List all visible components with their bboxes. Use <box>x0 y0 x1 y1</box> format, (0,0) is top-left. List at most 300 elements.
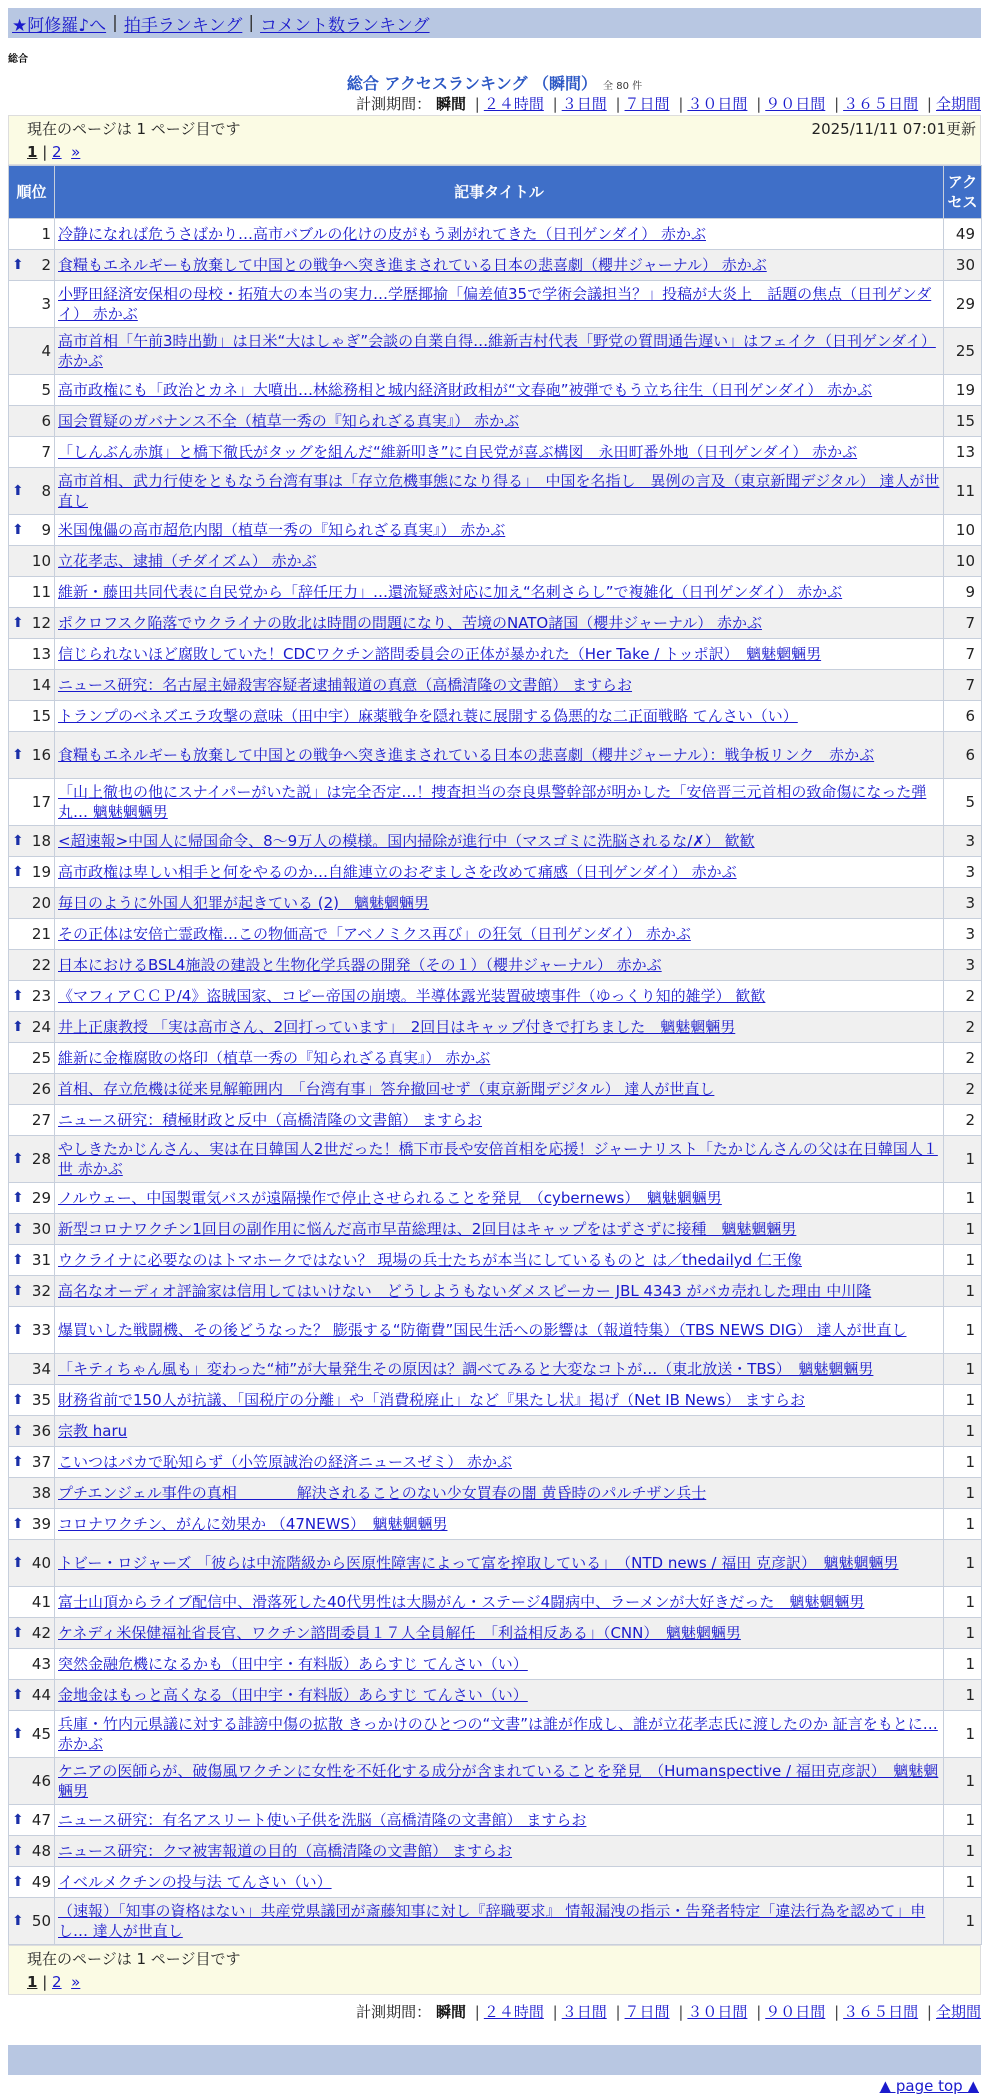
access-count: 2 <box>944 1012 982 1043</box>
title-cell <box>55 1074 944 1105</box>
period-separator: | <box>615 95 621 113</box>
article-link[interactable]: ニュース研究：有名アスリート使い子供を洗脳（高橋清隆の文書館） ますらお <box>58 1811 587 1829</box>
table-row <box>9 1898 982 1945</box>
header-rank: 順位 <box>9 166 55 219</box>
arrow-up-icon: ⬆ <box>12 1812 24 1828</box>
access-count: 13 <box>944 437 982 468</box>
table-row <box>9 437 982 468</box>
period-link-30d[interactable]: ３０日間 <box>687 95 748 113</box>
rank-cell <box>9 1805 55 1836</box>
article-link[interactable]: 「キティちゃん風も」変わった“柿”が大量発生その原因は？調べてみると大変なコトが…（東北放送・TBS） 魑魅魍魎男 <box>58 1360 874 1378</box>
access-count: 3 <box>944 888 982 919</box>
period-current: 瞬間 <box>435 95 466 113</box>
article-link[interactable]: 首相、存立危機は従来見解範囲内 「台湾有事」答弁撤回せず（東京新聞デジタル） 達人が世直し <box>58 1080 715 1098</box>
header-title: 記事タイトル <box>55 166 944 219</box>
article-link[interactable]: こいつはバカで恥知らず（小笠原誠治の経済ニュースゼミ） 赤かぶ <box>58 1453 513 1471</box>
arrow-up-icon: ⬆ <box>12 1687 24 1703</box>
access-count: 1 <box>944 1447 982 1478</box>
table-row <box>9 670 982 701</box>
title-cell <box>55 1214 944 1245</box>
period-link-all[interactable]: 全期間 <box>935 95 981 113</box>
table-row <box>9 1183 982 1214</box>
title-cell <box>55 1649 944 1680</box>
rank-number: 16 <box>31 746 51 764</box>
access-count: 1 <box>944 1618 982 1649</box>
period-separator: | <box>678 2003 684 2021</box>
rank-number: 35 <box>31 1391 51 1409</box>
period-separator: | <box>552 95 558 113</box>
access-count: 3 <box>944 919 982 950</box>
rank-number: 48 <box>31 1842 51 1860</box>
rank-cell <box>9 701 55 732</box>
arrow-up-icon: ⬆ <box>12 1843 24 1859</box>
arrow-up-icon: ⬆ <box>12 1019 24 1035</box>
title-cell <box>55 779 944 826</box>
rank-number: 39 <box>31 1515 51 1533</box>
access-count: 1 <box>944 1385 982 1416</box>
access-count: 2 <box>944 981 982 1012</box>
arrow-up-icon: ⬆ <box>12 483 24 499</box>
rank-cell <box>9 981 55 1012</box>
rank-number: 46 <box>31 1772 51 1790</box>
rank-number: 29 <box>31 1189 51 1207</box>
rank-number: 50 <box>31 1912 51 1930</box>
rank-cell <box>9 577 55 608</box>
current-page-text-bottom: 現在のページは 1 ページ目です <box>27 1950 241 1968</box>
access-count: 2 <box>944 1105 982 1136</box>
period-link-365d-bottom[interactable]: ３６５日間 <box>843 2003 919 2021</box>
article-link[interactable]: ケニアの医師らが、破傷風ワクチンに女性を不妊化する成分が含まれていることを発見 （Humanspective / 福田克彦訳） 魑魅魍魎男 <box>58 1762 939 1800</box>
title-cell <box>55 375 944 406</box>
arrow-up-icon: ⬆ <box>12 1726 24 1742</box>
access-count: 2 <box>944 1074 982 1105</box>
article-link[interactable]: 新型コロナワクチン1回目の副作用に悩んだ高市早苗総理は、2回目はキャップをはずさずに接種 魑魅魍魎男 <box>58 1220 797 1238</box>
article-link[interactable]: プチエンジェル事件の真相 解決されることのない少女買春の闇 黄昏時のパルチザン兵士 <box>58 1484 707 1502</box>
rank-cell <box>9 1680 55 1711</box>
title-cell <box>55 1043 944 1074</box>
access-count: 1 <box>944 1416 982 1447</box>
title-cell <box>55 406 944 437</box>
article-link[interactable]: ポクロフスク陥落でウクライナの敗北は時間の問題になり、苦境のNATO諸国（櫻井ジャーナル） 赤かぶ <box>58 614 762 632</box>
article-link[interactable]: 金地金はもっと高くなる（田中宇・有料版）あらすじ てんさい（い） <box>58 1686 528 1704</box>
article-link[interactable]: 富士山頂からライブ配信中、滑落死した40代男性は大腸がん・ステージ4闘病中、ラーメンが大好きだった 魑魅魍魎男 <box>58 1593 865 1611</box>
title-cell <box>55 1478 944 1509</box>
access-count: 1 <box>944 1805 982 1836</box>
article-link[interactable]: トビー・ロジャーズ 「彼らは中流階級から医原性障害によって富を搾取している」 （NTD news / 福田 克彦訳） 魑魅魍魎男 <box>58 1554 899 1572</box>
title-cell <box>55 577 944 608</box>
rank-number: 9 <box>41 521 51 539</box>
title-cell <box>55 328 944 375</box>
article-link[interactable]: コロナワクチン、がんに効果か （47NEWS） 魑魅魍魎男 <box>58 1515 448 1533</box>
article-link[interactable]: 高名なオーディオ評論家は信用してはいけない どうしようもないダメスピーカー JBL 4343 がバカ売れした理由 中川隆 <box>58 1282 872 1300</box>
page-1-current: 1 <box>27 143 38 161</box>
table-row <box>9 468 982 515</box>
access-count: 1 <box>944 1354 982 1385</box>
pager-top <box>8 115 981 165</box>
period-selector-bottom <box>0 2001 981 2023</box>
article-link[interactable]: 食糧もエネルギーも放棄して中国との戦争へ突き進まされている日本の悲喜劇（櫻井ジャーナル）：戦争板リンク 赤かぶ <box>58 746 875 764</box>
access-count: 10 <box>944 515 982 546</box>
table-row <box>9 732 982 779</box>
rank-number: 13 <box>31 645 51 663</box>
title-cell <box>55 1105 944 1136</box>
title-cell <box>55 888 944 919</box>
table-row <box>9 1867 982 1898</box>
access-count: 7 <box>944 639 982 670</box>
access-count: 7 <box>944 608 982 639</box>
period-separator: | <box>678 95 684 113</box>
rank-number: 25 <box>31 1049 51 1067</box>
rank-number: 5 <box>41 381 51 399</box>
access-count: 29 <box>944 281 982 328</box>
period-link-90d-bottom[interactable]: ９０日間 <box>765 2003 826 2021</box>
access-count: 10 <box>944 546 982 577</box>
title-cell <box>55 1540 944 1587</box>
home-link[interactable]: ★阿修羅♪へ <box>12 15 107 36</box>
arrow-up-icon: ⬆ <box>12 257 24 273</box>
period-link-7d-bottom[interactable]: ７日間 <box>624 2003 670 2021</box>
article-link[interactable]: 兵庫・竹内元県議に対する誹謗中傷の拡散 きっかけのひとつの“文書”は誰が作成し、誰が立花孝志氏に渡したのか 証言をもとに… 赤かぶ <box>58 1715 938 1753</box>
arrow-up-icon: ⬆ <box>12 1423 24 1439</box>
article-link[interactable]: 国会質疑のガバナンス不全（植草一秀の『知られざる真実』） 赤かぶ <box>58 412 520 430</box>
rank-number: 18 <box>31 832 51 850</box>
title-cell <box>55 1307 944 1354</box>
period-link-90d[interactable]: ９０日間 <box>765 95 826 113</box>
rank-cell <box>9 888 55 919</box>
ranking-rows <box>9 219 982 1945</box>
period-link-30d-bottom[interactable]: ３０日間 <box>687 2003 748 2021</box>
rank-number: 37 <box>31 1453 51 1471</box>
access-count: 9 <box>944 577 982 608</box>
rank-number: 28 <box>31 1150 51 1168</box>
table-row <box>9 1711 982 1758</box>
table-row <box>9 1012 982 1043</box>
rank-cell <box>9 1136 55 1183</box>
table-row <box>9 701 982 732</box>
rank-number: 43 <box>31 1655 51 1673</box>
pager-separator: | <box>42 143 53 161</box>
rank-cell <box>9 1540 55 1587</box>
period-separator: | <box>474 95 480 113</box>
rank-cell <box>9 639 55 670</box>
table-row <box>9 1649 982 1680</box>
article-link[interactable]: ニュース研究：クマ被害報道の目的（高橋清隆の文書館） ますらお <box>58 1842 513 1860</box>
access-count: 30 <box>944 250 982 281</box>
period-link-all-bottom[interactable]: 全期間 <box>935 2003 981 2021</box>
comment-ranking-link[interactable]: コメント数ランキング <box>260 15 430 36</box>
title-cell <box>55 1276 944 1307</box>
article-link[interactable]: ニュース研究：名古屋主婦殺害容疑者逮捕報道の真意（高橋清隆の文書館） ますらお <box>58 676 633 694</box>
rank-cell <box>9 1649 55 1680</box>
title-cell <box>55 1805 944 1836</box>
rank-cell <box>9 1307 55 1354</box>
title-cell <box>55 1711 944 1758</box>
article-link[interactable]: ウクライナに必要なのはトマホークではない？ 現場の兵士たちが本当にしているものと は／thedailyd 仁王像 <box>58 1251 802 1269</box>
period-link-24h-bottom[interactable]: ２４時間 <box>483 2003 544 2021</box>
rank-number: 21 <box>31 925 51 943</box>
pager-separator: | <box>42 1973 53 1991</box>
table-row <box>9 826 982 857</box>
arrow-up-icon: ⬆ <box>12 1913 24 1929</box>
period-separator: | <box>926 95 932 113</box>
arrow-up-icon: ⬆ <box>12 1151 24 1167</box>
rank-cell <box>9 670 55 701</box>
table-row <box>9 577 982 608</box>
title-cell <box>55 250 944 281</box>
title-cell <box>55 219 944 250</box>
rank-number: 3 <box>41 295 51 313</box>
rank-cell <box>9 250 55 281</box>
rank-cell <box>9 1509 55 1540</box>
bottom-bar <box>8 2045 981 2075</box>
article-link[interactable]: 高市首相「午前3時出勤」は日米“大はしゃぎ”会談の自業自得…維新吉村代表「野党の質問通告遅い」はフェイク（日刊ゲンダイ） 赤かぶ <box>58 332 936 370</box>
page-1-current-bottom: 1 <box>27 1973 38 1991</box>
arrow-up-icon: ⬆ <box>12 1392 24 1408</box>
rank-cell <box>9 1836 55 1867</box>
access-count: 3 <box>944 857 982 888</box>
rank-number: 32 <box>31 1282 51 1300</box>
article-link[interactable]: 高市首相、武力行使をともなう台湾有事は「存立危機事態になり得る」 中国を名指し 異例の言及（東京新聞デジタル） 達人が世直し <box>58 472 940 510</box>
rank-number: 45 <box>31 1725 51 1743</box>
article-link[interactable]: （速報）「知事の資格はない」共産党県議団が斎藤知事に対し『辞職要求』 情報漏洩の指示・告発者特定「違法行為を認めて」申し… 達人が世直し <box>58 1902 926 1940</box>
access-count: 1 <box>944 1711 982 1758</box>
article-link[interactable]: ケネディ米保健福祉省長官、ワクチン諮問委員１７人全員解任 「利益相反ある」（CNN） 魑魅魍魎男 <box>58 1624 741 1642</box>
rank-number: 42 <box>31 1624 51 1642</box>
period-selector-top <box>0 93 981 115</box>
title-cell <box>55 1447 944 1478</box>
rank-number: 38 <box>31 1484 51 1502</box>
period-label-bottom: 計測期間： <box>356 2003 432 2021</box>
article-link[interactable]: やしきたかじんさん、実は在日韓国人2世だった！橋下市長や安倍首相を応援！ジャーナリスト「たかじんさんの父は在日韓国人１世 赤かぶ <box>58 1140 938 1178</box>
arrow-up-icon: ⬆ <box>12 1283 24 1299</box>
rank-cell <box>9 857 55 888</box>
table-row <box>9 1758 982 1805</box>
table-row <box>9 375 982 406</box>
rank-cell <box>9 546 55 577</box>
clap-ranking-link[interactable]: 拍手ランキング <box>123 15 243 36</box>
arrow-up-icon: ⬆ <box>12 1190 24 1206</box>
page-2-link[interactable]: 2 <box>52 143 62 161</box>
title-cell <box>55 1012 944 1043</box>
rank-cell <box>9 1183 55 1214</box>
arrow-up-icon: ⬆ <box>12 1555 24 1571</box>
article-link[interactable]: ニュース研究：積極財政と反中（高橋清隆の文書館） ますらお <box>58 1111 483 1129</box>
article-link[interactable]: 小野田経済安保相の母校・拓殖大の本当の実力…学歴揶揄「偏差値35で学術会議担当？」投稿が大炎上 話題の焦点（日刊ゲンダイ） 赤かぶ <box>58 285 932 323</box>
access-count: 6 <box>944 732 982 779</box>
period-separator: | <box>834 95 840 113</box>
rank-number: 7 <box>41 443 51 461</box>
next-page-link[interactable]: » <box>71 143 81 161</box>
title-cell <box>55 468 944 515</box>
rank-number: 8 <box>41 482 51 500</box>
arrow-up-icon: ⬆ <box>12 1516 24 1532</box>
rank-number: 44 <box>31 1686 51 1704</box>
period-link-365d[interactable]: ３６５日間 <box>843 95 919 113</box>
rank-number: 19 <box>31 863 51 881</box>
access-count: 1 <box>944 1680 982 1711</box>
access-count: 1 <box>944 1649 982 1680</box>
rank-number: 47 <box>31 1811 51 1829</box>
article-link[interactable]: 高市政権にも「政治とカネ」大噴出…林総務相と城内経済財政相が“文春砲”被弾でもう立ち往生（日刊ゲンダイ） 赤かぶ <box>58 381 873 399</box>
title-cell <box>55 1183 944 1214</box>
title-cell <box>55 826 944 857</box>
article-link[interactable]: 突然金融危機になるかも（田中宇・有料版）あらすじ てんさい（い） <box>58 1655 528 1673</box>
table-row <box>9 1836 982 1867</box>
title-cell <box>55 639 944 670</box>
rank-cell <box>9 732 55 779</box>
article-link[interactable]: トランプのベネズエラ攻撃の意味（田中宇）麻薬戦争を隠れ蓑に展開する偽悪的な二正面戦略 てんさい（い） <box>58 707 798 725</box>
rank-cell <box>9 1758 55 1805</box>
period-link-24h[interactable]: ２４時間 <box>483 95 544 113</box>
arrow-up-icon: ⬆ <box>12 522 24 538</box>
period-link-3d-bottom[interactable]: ３日間 <box>561 2003 607 2021</box>
access-count: 1 <box>944 1136 982 1183</box>
rank-number: 49 <box>31 1873 51 1891</box>
arrow-up-icon: ⬆ <box>12 1625 24 1641</box>
table-row <box>9 1354 982 1385</box>
table-row <box>9 950 982 981</box>
rank-cell <box>9 919 55 950</box>
access-count: 1 <box>944 1245 982 1276</box>
title-cell <box>55 732 944 779</box>
page-top-link[interactable]: ▲ page top ▲ <box>879 2077 979 2095</box>
arrow-up-icon: ⬆ <box>12 988 24 1004</box>
article-link[interactable]: 立花孝志、逮捕（チダイズム） 赤かぶ <box>58 552 317 570</box>
arrow-up-icon: ⬆ <box>12 1454 24 1470</box>
article-link[interactable]: 井上正康教授 「実は高市さん、2回打っています」 2回目はキャップ付きで打ちました 魑魅魍魎男 <box>58 1018 736 1036</box>
title-cell <box>55 1680 944 1711</box>
table-row <box>9 1447 982 1478</box>
access-count: 3 <box>944 826 982 857</box>
period-separator: | <box>926 2003 932 2021</box>
period-link-7d[interactable]: ７日間 <box>624 95 670 113</box>
rank-number: 34 <box>31 1360 51 1378</box>
rank-number: 22 <box>31 956 51 974</box>
table-row <box>9 1416 982 1447</box>
rank-number: 20 <box>31 894 51 912</box>
rank-cell <box>9 950 55 981</box>
article-link[interactable]: イベルメクチンの投与法 てんさい（い） <box>58 1873 332 1891</box>
table-row <box>9 1680 982 1711</box>
table-row <box>9 608 982 639</box>
title-cell <box>55 281 944 328</box>
page-2-link-bottom[interactable]: 2 <box>52 1973 62 1991</box>
title-cell <box>55 1587 944 1618</box>
rank-cell <box>9 1074 55 1105</box>
access-count: 7 <box>944 670 982 701</box>
page-title-text: 総合 アクセスランキング （瞬間） <box>346 74 598 93</box>
rank-cell <box>9 1105 55 1136</box>
access-count: 1 <box>944 1587 982 1618</box>
rank-cell <box>9 468 55 515</box>
rank-number: 2 <box>41 256 51 274</box>
rank-number: 31 <box>31 1251 51 1269</box>
period-current-bottom: 瞬間 <box>435 2003 466 2021</box>
table-row <box>9 1805 982 1836</box>
access-count: 1 <box>944 1307 982 1354</box>
article-link[interactable]: <超速報>中国人に帰国命令、8～9万人の模様。国内掃除が進行中（マスゴミに洗脳されるな/✗） 歓歓 <box>58 832 755 850</box>
rank-cell <box>9 826 55 857</box>
table-row <box>9 1074 982 1105</box>
article-link[interactable]: ノルウェー、中国製電気バスが遠隔操作で停止させられることを発見 （cybernews） 魑魅魍魎男 <box>58 1189 722 1207</box>
table-row <box>9 250 982 281</box>
article-link[interactable]: 日本におけるBSL4施設の建設と生物化学兵器の開発（その１）（櫻井ジャーナル） 赤かぶ <box>58 956 662 974</box>
article-link[interactable]: 維新に金権腐敗の烙印（植草一秀の『知られざる真実』） 赤かぶ <box>58 1049 491 1067</box>
article-link[interactable]: 宗教 haru <box>58 1422 128 1440</box>
table-row <box>9 888 982 919</box>
article-link[interactable]: 財務省前で150人が抗議、「国税庁の分離」や「消費税廃止」など『果たし状』掲げ（Net IB News） ますらお <box>58 1391 806 1409</box>
table-row <box>9 1385 982 1416</box>
article-link[interactable]: 米国傀儡の高市超危内閣（植草一秀の『知られざる真実』） 赤かぶ <box>58 521 506 539</box>
table-row <box>9 1478 982 1509</box>
next-page-link-bottom[interactable]: » <box>71 1973 81 1991</box>
title-cell <box>55 1836 944 1867</box>
rank-cell <box>9 1416 55 1447</box>
article-link[interactable]: 食糧もエネルギーも放棄して中国との戦争へ突き進まされている日本の悲喜劇（櫻井ジャーナル） 赤かぶ <box>58 256 767 274</box>
table-row <box>9 639 982 670</box>
article-link[interactable]: 信じられないほど腐敗していた！CDCワクチン諮問委員会の正体が暴かれた（Her Take / トッポ訳） 魑魅魍魎男 <box>58 645 822 663</box>
article-link[interactable]: 《マフィアＣＣＰ/4》盗賊国家、コピー帝国の崩壊。半導体露光装置破壊事件（ゆっくり知的雑学） 歓歓 <box>58 987 766 1005</box>
current-page-text: 現在のページは 1 ページ目です <box>27 120 241 138</box>
title-cell <box>55 950 944 981</box>
rank-number: 26 <box>31 1080 51 1098</box>
access-count: 49 <box>944 219 982 250</box>
period-separator: | <box>756 95 762 113</box>
title-cell <box>55 1898 944 1945</box>
table-row <box>9 1618 982 1649</box>
period-separator: | <box>756 2003 762 2021</box>
arrow-up-icon: ⬆ <box>12 615 24 631</box>
arrow-up-icon: ⬆ <box>12 833 24 849</box>
rank-cell <box>9 515 55 546</box>
period-link-3d[interactable]: ３日間 <box>561 95 607 113</box>
access-count: 1 <box>944 1183 982 1214</box>
breadcrumb: 総合 <box>8 54 28 65</box>
access-count: 1 <box>944 1867 982 1898</box>
rank-cell <box>9 1478 55 1509</box>
rank-cell <box>9 1354 55 1385</box>
article-link[interactable]: 毎日のように外国人犯罪が起きている (2) 魑魅魍魎男 <box>58 894 430 912</box>
rank-cell <box>9 1043 55 1074</box>
page-title <box>0 71 989 93</box>
rank-cell <box>9 1618 55 1649</box>
table-row <box>9 1276 982 1307</box>
article-link[interactable]: 「しんぶん赤旗」と橋下徹氏がタッグを組んだ“維新叩き”に自民党が喜ぶ構図 永田町番外地（日刊ゲンダイ） 赤かぶ <box>58 443 858 461</box>
access-count: 15 <box>944 406 982 437</box>
article-link[interactable]: 維新・藤田共同代表に自民党から「辞任圧力」…還流疑惑対応に加え“名刺さらし”で複雑化（日刊ゲンダイ） 赤かぶ <box>58 583 843 601</box>
table-row <box>9 515 982 546</box>
table-row <box>9 328 982 375</box>
rank-cell <box>9 375 55 406</box>
period-label: 計測期間： <box>356 95 432 113</box>
article-link[interactable]: その正体は安倍亡霊政権…この物価高で「アベノミクス再び」の狂気（日刊ゲンダイ） 赤かぶ <box>58 925 691 943</box>
access-count: 1 <box>944 1276 982 1307</box>
table-row <box>9 857 982 888</box>
access-count: 6 <box>944 701 982 732</box>
table-row <box>9 1307 982 1354</box>
rank-cell <box>9 406 55 437</box>
rank-cell <box>9 1012 55 1043</box>
rank-number: 17 <box>31 793 51 811</box>
article-link[interactable]: 冷静になれば危うさばかり…高市バブルの化けの皮がもう剥がれてきた（日刊ゲンダイ） 赤かぶ <box>58 225 706 243</box>
access-count: 1 <box>944 1478 982 1509</box>
rank-cell <box>9 1276 55 1307</box>
article-link[interactable]: 高市政権は卑しい相手と何をやるのか…自維連立のおぞましさを改めて痛感（日刊ゲンダイ） 赤かぶ <box>58 863 737 881</box>
article-link[interactable]: 「山上徹也の他にスナイパーがいた説」は完全否定…！捜査担当の奈良県警幹部が明かした「安倍晋三元首相の致命傷になった弾丸… 魑魅魍魎男 <box>58 783 927 821</box>
rank-number: 40 <box>31 1554 51 1572</box>
article-link[interactable]: 爆買いした戦闘機、その後どうなった？ 膨張する“防衛費”国民生活への影響は（報道特集）（TBS NEWS DIG） 達人が世直し <box>58 1321 907 1339</box>
rank-number: 15 <box>31 707 51 725</box>
